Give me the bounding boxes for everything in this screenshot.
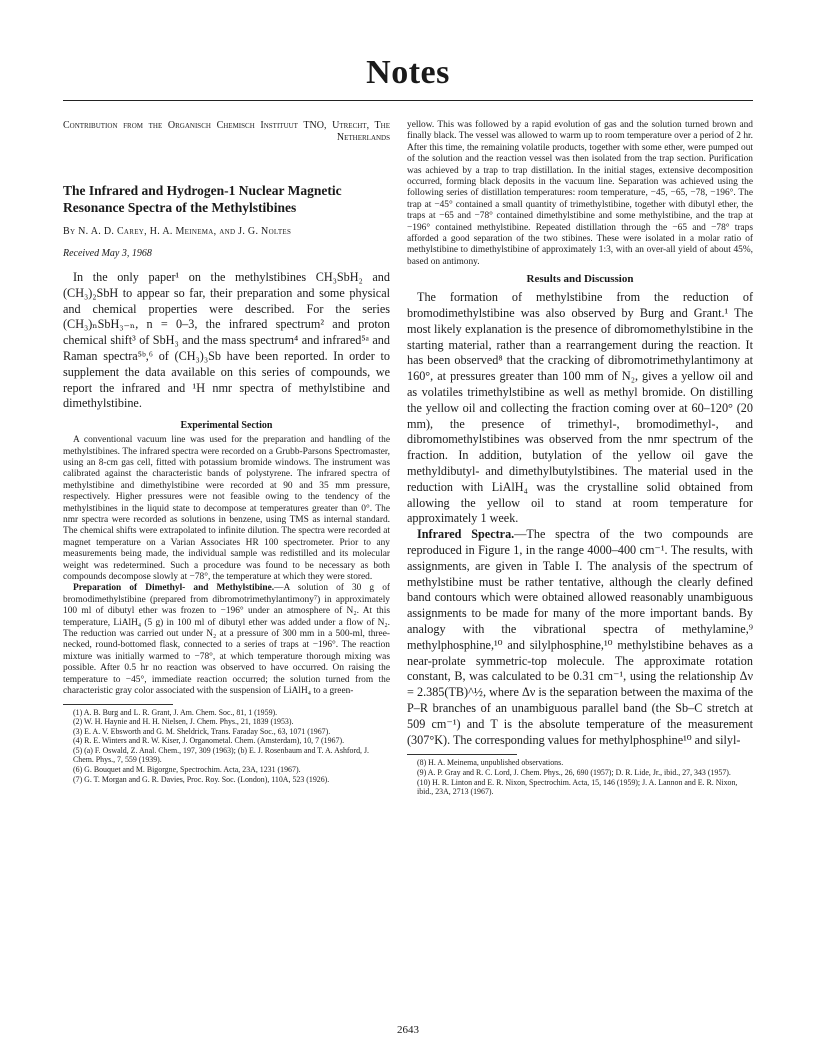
header-rule	[63, 100, 753, 101]
author-line: By N. A. D. Carey, H. A. Meinema, and J. G. Noltes	[63, 226, 292, 237]
intro-paragraph: In the only paper¹ on the methylstibines CH₃SbH₂ and (CH₃)₂SbH to appear so far, their preparation and some physical and chemical properties were described. For the series (CH₃)ₙSbH₃₋ₙ, n = 0–3, the infrared spectrum² and proton chemical shift³ of SbH₃ and the mass spectrum⁴ and infrared⁵ᵃ and Raman spectra⁵ᵇ,⁶ of (CH₃)₃Sb have been reported. In order to supplement the data available on this series of compounds, we report the infrared and ¹H nmr spectra of methylstibine and dimethylstibine.	[63, 270, 390, 411]
footnote: (6) G. Bouquet and M. Bigorgne, Spectrochim. Acta, 23A, 1231 (1967).	[73, 765, 301, 775]
infrared-paragraph	[407, 527, 753, 748]
experimental-paragraph: A conventional vacuum line was used for the preparation and handling of the methylstibines. The infrared spectra were recorded on a Grubb-Parsons Spectromaster, using an 8-cm gas cell, fitted with potassium bromide windows. The instrument was calibrated against the characteristic bands of polystyrene. The infrared spectra of methylstibine and dimethylstibine were recorded at 90 and 35 mm pressure, respectively. Higher pressures were not feasible owing to the tendency of the methylstibines in the liquid state to decompose at temperatures greater than 0°. The nmr spectra were recorded as solutions in benzene, using TMS as internal standard. The chemical shifts were extrapolated to infinite dilution. The spectra were recorded at magnet temperature on a Varian Associates HR 100 spectrometer. Prior to any measurements being made, the individual sample was redistilled and its molecular weight was redetermined. Such a procedure was found to be necessary as both compounds decompose slowly at −78°, the temperature at which they were stored.	[63, 435, 390, 583]
article-title: The Infrared and Hydrogen-1 Nuclear Magnetic Resonance Spectra of the Methylstibines	[63, 183, 342, 215]
footnote-rule	[407, 754, 517, 755]
footnote: (9) A. P. Gray and R. C. Lord, J. Chem. Phys., 26, 690 (1957); D. R. Lide, Jr., ibid., 27, 343 (1957).	[417, 767, 731, 777]
preparation-heading: Preparation of Dimethyl- and Methylstibine.	[73, 583, 275, 594]
experimental-heading: Experimental Section	[180, 420, 273, 432]
footnote-rule	[63, 704, 173, 705]
preparation-text: —A solution of 30 g of bromodimethylstibine (prepared from dibromotrimethylantimony⁷) in approximately 100 ml of dibutyl ether was frozen to −196° under an atmosphere of N₂. At this temperature, LiAlH₄ (5 g) in 100 ml of dibutyl ether was added under a flow of N₂. The reduction was carried out under N₂ at a pressure of 300 mm in a 500-ml, three-necked, round-bottomed flask, connected to a series of traps at −196°. The reaction mixture was initially warmed to −78°, at which temperature thorough mixing was possible. After 0.5 hr no reaction was observed to have occurred. On raising the temperature to −45°, immediate reaction occurred; the solution turned from the characteristic gray color associated with the suspension of LiAlH₄ to a green-	[63, 583, 391, 697]
footnote: (2) W. H. Haynie and H. H. Nielsen, J. Chem. Phys., 21, 1839 (1953).	[73, 717, 294, 727]
left-column	[63, 120, 390, 784]
footnote: (8) H. A. Meinema, unpublished observations.	[417, 758, 564, 768]
footnote: (7) G. T. Morgan and G. R. Davies, Proc. Roy. Soc. (London), 110A, 523 (1926).	[73, 774, 330, 784]
footnote: (3) E. A. V. Ebsworth and G. M. Sheldrick, Trans. Faraday Soc., 63, 1071 (1967).	[73, 726, 331, 736]
right-column	[407, 120, 753, 797]
footnote: (4) R. E. Winters and R. W. Kiser, J. Organometal. Chem. (Amsterdam), 10, 7 (1967).	[73, 736, 345, 746]
page-number: 2643	[397, 1024, 419, 1036]
results-heading: Results and Discussion	[526, 273, 634, 286]
footnote: (5) (a) F. Oswald, Z. Anal. Chem., 197, 309 (1963); (b) E. J. Rosenbaum and T. A. Ashford, J. Chem. Phys., 7, 559 (1939).	[73, 745, 370, 765]
infrared-heading: Infrared Spectra.	[417, 527, 515, 542]
infrared-text: —The spectra of the two compounds are reproduced in Figure 1, in the range 4000–400 cm⁻¹. The results, with assignments, are given in Table I. The analysis of the spectrum of methylstibine must be rather tentative, although the clearly defined band contours which were obtained allowed reasonably unambiguous assignments to be made for many of the more important bands. By analogy with the vibrational spectra of methylamine,⁹ methylphosphine,¹⁰ and silylphosphine,¹⁰ methylstibine behaves as a near-prolate symmetric-top molecule. The approximate rotation constant, B, was calculated to be 0.31 cm⁻¹, using the relationship Δν = 2.385(TB)^½, where Δν is the separation between the maxima of the P–R branches of an unambiguous parallel band (the Sb–C stretch at 509 cm⁻¹) and T is the absolute temperature of the measurement (307°K). The corresponding values for methylphosphine¹⁰ and silyl-	[407, 527, 753, 747]
footnote: (1) A. B. Burg and L. R. Grant, J. Am. Chem. Soc., 81, 1 (1959).	[73, 707, 278, 717]
footnote: (10) H. R. Linton and E. R. Nixon, Spectrochim. Acta, 15, 146 (1959); J. A. Lannon and E. R. Nixon, ibid., 23A, 2713 (1967).	[417, 777, 738, 797]
section-title: Notes	[366, 54, 450, 91]
contribution-line: Contribution from the Organisch Chemisch Instituut TNO, Utrecht, The Netherlands	[63, 120, 390, 143]
results-paragraph: The formation of methylstibine from the reduction of bromodimethylstibine was also observed by Burg and Grant.¹ The most likely explanation is the presence of dibromomethylstibine in the starting material, rather than a rearrangement during the reaction. It has been observed⁸ that the cracking of dibromotrimethylantimony at 160°, at pressures greater than 100 mm of N₂, gives a yellow oil and as volatiles trimethylstibine as well as methyl bromide. On distilling the yellow oil and collecting the fraction coming over at 60–120° (20 mm), the presence of trimethyl-, bromodimethyl-, and dibromomethylstibines was observed from the nmr spectrum of the fraction. In addition, butylation of the yellow oil gave the methyldibutyl- and dimethylbutylstibines. The material used in the reduction with LiAlH₄ was the crystalline solid obtained from allowing the yellow oil to stand at room temperature for approximately 1 week.	[407, 290, 753, 526]
preparation-paragraph	[63, 583, 390, 697]
continued-paragraph: yellow. This was followed by a rapid evolution of gas and the solution turned brown and finally black. The vessel was allowed to warm up to room temperature over a period of 2 hr. After this time, the remaining volatile products, together with some ether, were pumped out of the solution and the reaction vessel was then isolated from the trap section. Purification was achieved by a trap to trap distillation. In the initial stages, extensive decomposition occurred, forming black deposits in the vacuum line. Separation was achieved using the following series of distillation temperatures: room temperature, −45, −65, −78, −196°. The trap at −45° contained a small quantity of trimethylstibine, together with dibutyl ether, the traps at −65 and −78° contained dimethylstibine and some methylstibine, and the trap at −196° contained methylstibine. Repeated distillation through the −65 and −78° traps afforded a good separation of the two stibines. These were isolated in a molar ratio of methylstibine to dimethylstibine of approximately 1:3, with an over-all yield of about 45%, based on antimony.	[407, 120, 753, 267]
received-date: Received May 3, 1968	[63, 248, 152, 259]
